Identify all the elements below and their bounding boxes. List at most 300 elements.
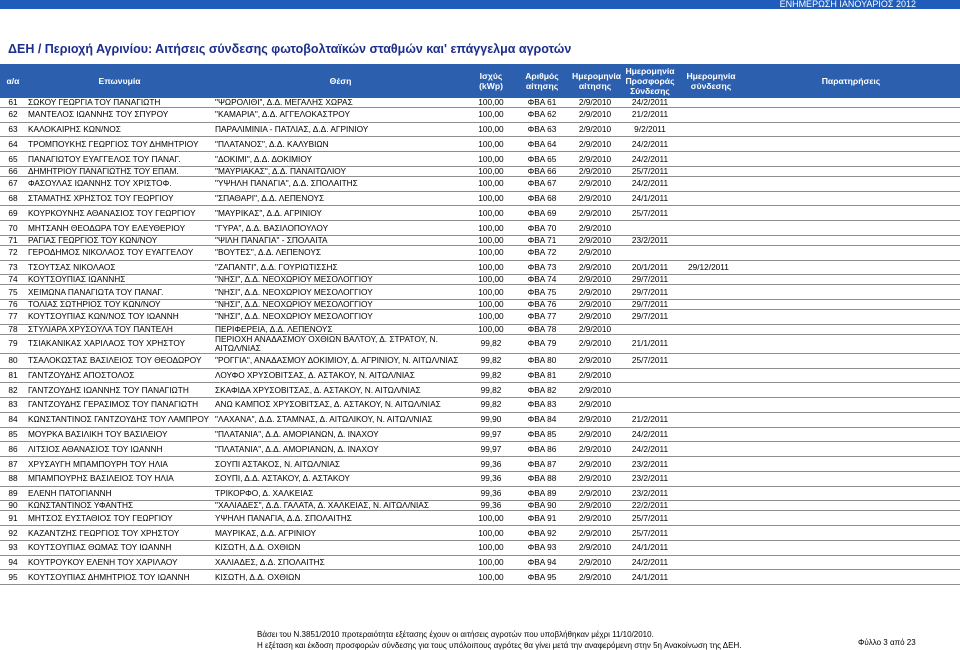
cell-offer-date: 23/2/2011 (620, 235, 680, 245)
cell-aa: 81 (0, 368, 26, 383)
cell-name: ΡΑΓΙΑΣ ΓΕΩΡΓΙΟΣ ΤΟΥ ΚΩΝ/ΝΟΥ (26, 235, 213, 245)
cell-location: "ΣΠΑΘΑΡΙ", Δ.Δ. ΛΕΠΕΝΟΥΣ (213, 191, 468, 206)
cell-offer-date (620, 324, 680, 334)
cell-power: 100,00 (468, 245, 514, 260)
col-app-date: Ημερομηνία αίτησης (570, 64, 620, 98)
cell-connection-date (680, 471, 742, 486)
cell-name: ΚΑΛΟΚΑΙΡΗΣ ΚΩΝ/ΝΟΣ (26, 122, 213, 137)
cell-connection-date (680, 324, 742, 334)
cell-connection-date (680, 176, 742, 191)
cell-app-date: 2/9/2010 (570, 300, 620, 310)
cell-power: 99,90 (468, 412, 514, 427)
cell-connection-date (680, 285, 742, 300)
cell-name: ΓΕΡΟΔΗΜΟΣ ΝΙΚΟΛΑΟΣ ΤΟΥ ΕΥΑΓΓΕΛΟΥ (26, 245, 213, 260)
table-row (0, 412, 960, 427)
cell-app-date: 2/9/2010 (570, 471, 620, 486)
cell-app-date: 2/9/2010 (570, 191, 620, 206)
cell-connection-date (680, 555, 742, 570)
cell-connection-date (680, 166, 742, 176)
cell-name: ΚΟΥΡΚΟΥΝΗΣ ΑΘΑΝΑΣΙΟΣ ΤΟΥ ΓΕΩΡΓΙΟΥ (26, 206, 213, 221)
table-row (0, 310, 960, 325)
cell-power: 100,00 (468, 152, 514, 167)
cell-offer-date: 24/2/2011 (620, 555, 680, 570)
cell-aa: 63 (0, 122, 26, 137)
page-title: ΔΕΗ / Περιοχή Αγρινίου: Αιτήσεις σύνδεσης φωτοβολταϊκών σταθμών και' επάγγελμα αγροτών (8, 42, 572, 56)
cell-remarks (742, 511, 960, 526)
footer-note-1: Βάσει του Ν.3851/2010 προτεραιότητα εξέτασης έχουν οι αιτήσεις αγροτών που υποβλήθηκαν μέχρι 11/10/2010. (257, 630, 654, 639)
cell-app-date: 2/9/2010 (570, 324, 620, 334)
cell-power: 100,00 (468, 260, 514, 275)
cell-location: "ΚΑΜΑΡΙΑ", Δ.Δ. ΑΓΓΕΛΟΚΑΣΤΡΟΥ (213, 108, 468, 123)
cell-offer-date: 21/2/2011 (620, 108, 680, 123)
cell-location: ΣΟΥΠΙ, Δ.Δ. ΑΣΤΑΚΟΥ, Δ. ΑΣΤΑΚΟΥ (213, 471, 468, 486)
cell-app-no: ΦΒΑ 70 (514, 221, 570, 236)
cell-power: 99,36 (468, 486, 514, 501)
cell-name: ΧΡΥΣΑΥΓΗ ΜΠΑΜΠΟΥΡΗ ΤΟΥ ΗΛΙΑ (26, 457, 213, 472)
cell-app-no: ΦΒΑ 63 (514, 122, 570, 137)
cell-offer-date: 23/2/2011 (620, 457, 680, 472)
cell-connection-date (680, 501, 742, 511)
cell-app-no: ΦΒΑ 93 (514, 540, 570, 555)
cell-app-no: ΦΒΑ 79 (514, 334, 570, 353)
cell-power: 100,00 (468, 122, 514, 137)
table-row (0, 245, 960, 260)
cell-location: ΛΟΥΦΟ ΧΡΥΣΟΒΙΤΣΑΣ, Δ. ΑΣΤΑΚΟΥ, Ν. ΑΙΤΩΛ/ΝΙΑΣ (213, 368, 468, 383)
applications-table (0, 64, 960, 585)
cell-remarks (742, 368, 960, 383)
cell-connection-date (680, 275, 742, 285)
cell-power: 99,36 (468, 457, 514, 472)
table-row (0, 122, 960, 137)
cell-connection-date (680, 412, 742, 427)
cell-aa: 67 (0, 176, 26, 191)
cell-app-no: ΦΒΑ 91 (514, 511, 570, 526)
cell-aa: 75 (0, 285, 26, 300)
cell-app-date: 2/9/2010 (570, 334, 620, 353)
cell-offer-date: 25/7/2011 (620, 166, 680, 176)
table-row (0, 457, 960, 472)
cell-app-no: ΦΒΑ 62 (514, 108, 570, 123)
cell-remarks (742, 501, 960, 511)
cell-aa: 71 (0, 235, 26, 245)
cell-offer-date: 24/2/2011 (620, 137, 680, 152)
cell-app-date: 2/9/2010 (570, 235, 620, 245)
cell-location: "ΨΩΡΟΛΙΘΙ", Δ.Δ. ΜΕΓΑΛΗΣ ΧΩΡΑΣ (213, 98, 468, 108)
cell-power: 100,00 (468, 166, 514, 176)
cell-app-no: ΦΒΑ 90 (514, 501, 570, 511)
cell-remarks (742, 324, 960, 334)
cell-app-date: 2/9/2010 (570, 310, 620, 325)
cell-name: ΤΣΙΑΚΑΝΙΚΑΣ ΧΑΡΙΛΑΟΣ ΤΟΥ ΧΡΗΣΤΟΥ (26, 334, 213, 353)
cell-app-no: ΦΒΑ 75 (514, 285, 570, 300)
cell-location: "ΝΗΣΙ", Δ.Δ. ΝΕΟΧΩΡΙΟΥ ΜΕΣΟΛΟΓΓΙΟΥ (213, 285, 468, 300)
cell-location: ΣΚΑΦΙΔΑ ΧΡΥΣΟΒΙΤΣΑΣ, Δ. ΑΣΤΑΚΟΥ, Ν. ΑΙΤΩΛ/ΝΙΑΣ (213, 383, 468, 398)
table-row (0, 570, 960, 585)
table-row (0, 176, 960, 191)
cell-offer-date: 24/1/2011 (620, 540, 680, 555)
cell-name: ΜΗΤΣΟΣ ΕΥΣΤΑΘΙΟΣ ΤΟΥ ΓΕΩΡΓΙΟΥ (26, 511, 213, 526)
cell-power: 100,00 (468, 540, 514, 555)
cell-name: ΚΟΥΤΣΟΥΠΙΑΣ ΔΗΜΗΤΡΙΟΣ ΤΟΥ ΙΩΑΝΝΗ (26, 570, 213, 585)
cell-connection-date (680, 570, 742, 585)
cell-offer-date: 22/2/2011 (620, 501, 680, 511)
cell-offer-date: 24/2/2011 (620, 152, 680, 167)
cell-remarks (742, 166, 960, 176)
cell-app-no: ΦΒΑ 86 (514, 442, 570, 457)
cell-connection-date (680, 98, 742, 108)
cell-name: ΜΗΤΣΑΝΗ ΘΕΟΔΩΡΑ ΤΟΥ ΕΛΕΥΘΕΡΙΟΥ (26, 221, 213, 236)
cell-connection-date (680, 235, 742, 245)
col-name: Επωνυμία (26, 64, 213, 98)
cell-remarks (742, 310, 960, 325)
cell-power: 100,00 (468, 275, 514, 285)
cell-connection-date (680, 221, 742, 236)
cell-power: 99,82 (468, 334, 514, 353)
cell-location: "ΛΑΧΑΝΑ", Δ.Δ. ΣΤΑΜΝΑΣ, Δ. ΑΙΤΩΛΙΚΟΥ, Ν. ΑΙΤΩΛ/ΝΙΑΣ (213, 412, 468, 427)
table-row (0, 98, 960, 108)
cell-remarks (742, 260, 960, 275)
cell-remarks (742, 471, 960, 486)
cell-app-date: 2/9/2010 (570, 526, 620, 541)
cell-location: ΥΨΗΛΗ ΠΑΝΑΓΙΑ, Δ.Δ. ΣΠΟΛΑΙΤΗΣ (213, 511, 468, 526)
cell-app-date: 2/9/2010 (570, 398, 620, 413)
cell-power: 100,00 (468, 310, 514, 325)
cell-offer-date: 24/2/2011 (620, 427, 680, 442)
cell-name: ΚΟΥΤΣΟΥΠΙΑΣ ΙΩΑΝΝΗΣ (26, 275, 213, 285)
cell-offer-date: 25/7/2011 (620, 206, 680, 221)
table-row (0, 471, 960, 486)
cell-aa: 66 (0, 166, 26, 176)
cell-remarks (742, 235, 960, 245)
table-row (0, 501, 960, 511)
cell-app-date: 2/9/2010 (570, 383, 620, 398)
cell-remarks (742, 221, 960, 236)
cell-remarks (742, 412, 960, 427)
cell-power: 100,00 (468, 98, 514, 108)
cell-app-date: 2/9/2010 (570, 137, 620, 152)
cell-power: 100,00 (468, 221, 514, 236)
cell-remarks (742, 457, 960, 472)
cell-name: ΣΩΚΟΥ ΓΕΩΡΓΙΑ ΤΟΥ ΠΑΝΑΓΙΩΤΗ (26, 98, 213, 108)
cell-location: ΚΙΣΩΤΗ, Δ.Δ. ΟΧΘΙΩΝ (213, 540, 468, 555)
cell-offer-date: 29/7/2011 (620, 285, 680, 300)
table-row (0, 235, 960, 245)
cell-app-no: ΦΒΑ 74 (514, 275, 570, 285)
cell-aa: 82 (0, 383, 26, 398)
cell-app-date: 2/9/2010 (570, 176, 620, 191)
table-row (0, 221, 960, 236)
cell-name: ΤΣΑΛΟΚΩΣΤΑΣ ΒΑΣΙΛΕΙΟΣ ΤΟΥ ΘΕΟΔΩΡΟΥ (26, 353, 213, 368)
cell-name: ΜΑΝΤΕΛΟΣ ΙΩΑΝΝΗΣ ΤΟΥ ΣΠΥΡΟΥ (26, 108, 213, 123)
cell-connection-date (680, 368, 742, 383)
cell-app-date: 2/9/2010 (570, 486, 620, 501)
cell-name: ΦΑΣΟΥΛΑΣ ΙΩΑΝΝΗΣ ΤΟΥ ΧΡΙΣΤΟΦ. (26, 176, 213, 191)
cell-power: 100,00 (468, 324, 514, 334)
cell-offer-date (620, 383, 680, 398)
cell-aa: 72 (0, 245, 26, 260)
cell-name: ΚΟΥΤΣΟΥΠΙΑΣ ΘΩΜΑΣ ΤΟΥ ΙΩΑΝΝΗ (26, 540, 213, 555)
col-aa: α/α (0, 64, 26, 98)
cell-offer-date: 29/7/2011 (620, 275, 680, 285)
cell-name: ΜΟΥΡΚΑ ΒΑΣΙΛΙΚΗ ΤΟΥ ΒΑΣΙΛΕΙΟΥ (26, 427, 213, 442)
table-row (0, 300, 960, 310)
cell-app-date: 2/9/2010 (570, 221, 620, 236)
cell-app-date: 2/9/2010 (570, 427, 620, 442)
cell-connection-date (680, 334, 742, 353)
cell-location: ΤΡΙΚΟΡΦΟ, Δ. ΧΑΛΚΕΙΑΣ (213, 486, 468, 501)
cell-location: ΧΑΛΙΑΔΕΣ, Δ.Δ. ΣΠΟΛΑΙΤΗΣ (213, 555, 468, 570)
cell-app-date: 2/9/2010 (570, 540, 620, 555)
cell-app-date: 2/9/2010 (570, 511, 620, 526)
cell-app-no: ΦΒΑ 76 (514, 300, 570, 310)
cell-power: 99,82 (468, 383, 514, 398)
cell-location: "ΥΨΗΛΗ ΠΑΝΑΓΙΑ", Δ.Δ. ΣΠΟΛΑΙΤΗΣ (213, 176, 468, 191)
cell-aa: 85 (0, 427, 26, 442)
cell-aa: 61 (0, 98, 26, 108)
cell-location: "ΠΛΑΤΑΝΙΑ", Δ.Δ. ΑΜΟΡΙΑΝΩΝ, Δ. ΙΝΑΧΟΥ (213, 427, 468, 442)
col-connection-date: Ημερομηνία σύνδεσης (680, 64, 742, 98)
cell-offer-date: 29/7/2011 (620, 300, 680, 310)
cell-aa: 64 (0, 137, 26, 152)
cell-app-no: ΦΒΑ 73 (514, 260, 570, 275)
cell-remarks (742, 540, 960, 555)
cell-offer-date: 21/1/2011 (620, 334, 680, 353)
cell-offer-date: 25/7/2011 (620, 353, 680, 368)
table-row (0, 368, 960, 383)
cell-app-no: ΦΒΑ 84 (514, 412, 570, 427)
cell-location: "ΨΙΛΗ ΠΑΝΑΓΙΑ" - ΣΠΟΛΑΙΤΑ (213, 235, 468, 245)
col-offer-date: Ημερομηνία Προσφοράς Σύνδεσης (620, 64, 680, 98)
cell-location: ΚΙΣΩΤΗ, Δ.Δ. ΟΧΘΙΩΝ (213, 570, 468, 585)
cell-app-date: 2/9/2010 (570, 285, 620, 300)
col-app-no: Αριθμός αίτησης (514, 64, 570, 98)
cell-location: ΜΑΥΡΙΚΑΣ, Δ.Δ. ΑΓΡΙΝΙΟΥ (213, 526, 468, 541)
cell-app-date: 2/9/2010 (570, 275, 620, 285)
cell-connection-date (680, 137, 742, 152)
table-row (0, 398, 960, 413)
cell-aa: 79 (0, 334, 26, 353)
cell-remarks (742, 555, 960, 570)
cell-remarks (742, 442, 960, 457)
cell-power: 100,00 (468, 285, 514, 300)
cell-app-date: 2/9/2010 (570, 412, 620, 427)
cell-aa: 69 (0, 206, 26, 221)
cell-offer-date (620, 221, 680, 236)
cell-location: "ΒΟΥΤΕΣ", Δ.Δ. ΛΕΠΕΝΟΥΣ (213, 245, 468, 260)
table-row (0, 152, 960, 167)
cell-app-no: ΦΒΑ 71 (514, 235, 570, 245)
cell-location: "ΜΑΥΡΙΑΚΑΣ", Δ.Δ. ΠΑΝΑΙΤΩΛΙΟΥ (213, 166, 468, 176)
cell-power: 99,82 (468, 368, 514, 383)
cell-name: ΚΟΥΤΡΟΥΚΟΥ ΕΛΕΝΗ ΤΟΥ ΧΑΡΙΛΑΟΥ (26, 555, 213, 570)
cell-power: 100,00 (468, 108, 514, 123)
cell-app-no: ΦΒΑ 66 (514, 166, 570, 176)
cell-location: "ΔΟΚΙΜΙ", Δ.Δ. ΔΟΚΙΜΙΟΥ (213, 152, 468, 167)
cell-power: 100,00 (468, 176, 514, 191)
table-row (0, 285, 960, 300)
cell-aa: 91 (0, 511, 26, 526)
cell-name: ΣΤΑΜΑΤΗΣ ΧΡΗΣΤΟΣ ΤΟΥ ΓΕΩΡΓΙΟΥ (26, 191, 213, 206)
col-remarks: Παρατηρήσεις (742, 64, 960, 98)
cell-app-no: ΦΒΑ 89 (514, 486, 570, 501)
cell-aa: 73 (0, 260, 26, 275)
table-row (0, 555, 960, 570)
cell-connection-date (680, 122, 742, 137)
cell-location: "ΖΑΠΑΝΤΙ", Δ.Δ. ΓΟΥΡΙΩΤΙΣΣΗΣ (213, 260, 468, 275)
cell-app-date: 2/9/2010 (570, 260, 620, 275)
cell-offer-date: 23/2/2011 (620, 471, 680, 486)
cell-name: ΚΩΝΣΤΑΝΤΙΝΟΣ ΓΑΝΤΖΟΥΔΗΣ ΤΟΥ ΛΑΜΠΡΟΥ (26, 412, 213, 427)
cell-app-no: ΦΒΑ 69 (514, 206, 570, 221)
cell-offer-date: 23/2/2011 (620, 486, 680, 501)
cell-app-date: 2/9/2010 (570, 555, 620, 570)
cell-remarks (742, 98, 960, 108)
cell-aa: 78 (0, 324, 26, 334)
cell-remarks (742, 275, 960, 285)
cell-name: ΧΕΙΜΩΝΑ ΠΑΝΑΓΙΩΤΑ ΤΟΥ ΠΑΝΑΓ. (26, 285, 213, 300)
cell-offer-date: 29/7/2011 (620, 310, 680, 325)
cell-location: ΠΕΡΙΟΧΗ ΑΝΑΔΑΣΜΟΥ ΟΧΘΙΩΝ ΒΑΛΤΟΥ, Δ. ΣΤΡΑΤΟΥ, Ν. ΑΙΤΩΛ/ΝΙΑΣ (213, 334, 468, 353)
table-header-row (0, 64, 960, 98)
cell-location: "ΡΟΓΓΙΑ", ΑΝΑΔΑΣΜΟΥ ΔΟΚΙΜΙΟΥ, Δ. ΑΓΡΙΝΙΟΥ, Ν. ΑΙΤΩΛ/ΝΙΑΣ (213, 353, 468, 368)
cell-connection-date (680, 511, 742, 526)
cell-remarks (742, 108, 960, 123)
cell-app-date: 2/9/2010 (570, 570, 620, 585)
cell-remarks (742, 122, 960, 137)
cell-remarks (742, 245, 960, 260)
cell-app-no: ΦΒΑ 88 (514, 471, 570, 486)
cell-app-no: ΦΒΑ 72 (514, 245, 570, 260)
cell-remarks (742, 427, 960, 442)
cell-offer-date (620, 398, 680, 413)
cell-power: 100,00 (468, 191, 514, 206)
cell-app-no: ΦΒΑ 80 (514, 353, 570, 368)
cell-aa: 65 (0, 152, 26, 167)
cell-aa: 70 (0, 221, 26, 236)
cell-offer-date: 24/2/2011 (620, 176, 680, 191)
cell-remarks (742, 486, 960, 501)
cell-power: 99,97 (468, 427, 514, 442)
cell-aa: 84 (0, 412, 26, 427)
cell-connection-date (680, 353, 742, 368)
cell-app-date: 2/9/2010 (570, 353, 620, 368)
cell-location: "ΝΗΣΙ", Δ.Δ. ΝΕΟΧΩΡΙΟΥ ΜΕΣΟΛΟΓΓΙΟΥ (213, 310, 468, 325)
cell-connection-date (680, 442, 742, 457)
cell-aa: 86 (0, 442, 26, 457)
cell-remarks (742, 206, 960, 221)
cell-aa: 87 (0, 457, 26, 472)
table-row (0, 108, 960, 123)
cell-name: ΠΑΝΑΓΙΩΤΟΥ ΕΥΑΓΓΕΛΟΣ ΤΟΥ ΠΑΝΑΓ. (26, 152, 213, 167)
table-row (0, 260, 960, 275)
cell-name: ΓΑΝΤΖΟΥΔΗΣ ΑΠΟΣΤΟΛΟΣ (26, 368, 213, 383)
cell-connection-date: 29/12/2011 (680, 260, 742, 275)
table-row (0, 334, 960, 353)
cell-location: "ΠΛΑΤΑΝΙΑ", Δ.Δ. ΑΜΟΡΙΑΝΩΝ, Δ. ΙΝΑΧΟΥ (213, 442, 468, 457)
cell-app-no: ΦΒΑ 95 (514, 570, 570, 585)
cell-app-date: 2/9/2010 (570, 442, 620, 457)
cell-power: 100,00 (468, 137, 514, 152)
table-row (0, 383, 960, 398)
cell-offer-date: 21/2/2011 (620, 412, 680, 427)
cell-app-no: ΦΒΑ 77 (514, 310, 570, 325)
cell-name: ΕΛΕΝΗ ΠΑΤΟΓΙΑΝΝΗ (26, 486, 213, 501)
cell-aa: 76 (0, 300, 26, 310)
cell-app-date: 2/9/2010 (570, 206, 620, 221)
cell-app-no: ΦΒΑ 83 (514, 398, 570, 413)
cell-power: 100,00 (468, 300, 514, 310)
cell-connection-date (680, 486, 742, 501)
cell-name: ΤΡΟΜΠΟΥΚΗΣ ΓΕΩΡΓΙΟΣ ΤΟΥ ΔΗΜΗΤΡΙΟΥ (26, 137, 213, 152)
cell-app-no: ΦΒΑ 81 (514, 368, 570, 383)
cell-app-no: ΦΒΑ 94 (514, 555, 570, 570)
cell-remarks (742, 526, 960, 541)
cell-offer-date: 25/7/2011 (620, 526, 680, 541)
cell-app-date: 2/9/2010 (570, 108, 620, 123)
cell-location: ΠΑΡΑΛΙΜΙΝΙΑ - ΠΑΤΛΙΑΣ, Δ.Δ. ΑΓΡΙΝΙΟΥ (213, 122, 468, 137)
cell-aa: 88 (0, 471, 26, 486)
cell-location: "ΜΑΥΡΙΚΑΣ", Δ.Δ. ΑΓΡΙΝΙΟΥ (213, 206, 468, 221)
cell-name: ΤΣΟΥΤΣΑΣ ΝΙΚΟΛΑΟΣ (26, 260, 213, 275)
table-row (0, 442, 960, 457)
cell-location: "ΝΗΣΙ", Δ.Δ. ΝΕΟΧΩΡΙΟΥ ΜΕΣΟΛΟΓΓΙΟΥ (213, 300, 468, 310)
cell-app-date: 2/9/2010 (570, 98, 620, 108)
cell-name: ΚΟΥΤΣΟΥΠΙΑΣ ΚΩΝ/ΝΟΣ ΤΟΥ ΙΩΑΝΝΗ (26, 310, 213, 325)
table-row (0, 191, 960, 206)
cell-location: ΑΝΩ ΚΑΜΠΟΣ ΧΡΥΣΟΒΙΤΣΑΣ, Δ. ΑΣΤΑΚΟΥ, Ν. ΑΙΤΩΛ/ΝΙΑΣ (213, 398, 468, 413)
cell-name: ΣΤΥΛΙΑΡΑ ΧΡΥΣΟΥΛΑ ΤΟΥ ΠΑΝΤΕΛΗ (26, 324, 213, 334)
cell-app-no: ΦΒΑ 85 (514, 427, 570, 442)
cell-remarks (742, 191, 960, 206)
cell-app-no: ΦΒΑ 87 (514, 457, 570, 472)
cell-power: 100,00 (468, 511, 514, 526)
cell-aa: 77 (0, 310, 26, 325)
cell-aa: 83 (0, 398, 26, 413)
cell-power: 99,82 (468, 398, 514, 413)
cell-power: 100,00 (468, 206, 514, 221)
cell-aa: 95 (0, 570, 26, 585)
cell-power: 99,36 (468, 471, 514, 486)
cell-aa: 94 (0, 555, 26, 570)
cell-name: ΔΗΜΗΤΡΙΟΥ ΠΑΝΑΓΙΩΤΗΣ ΤΟΥ ΕΠΑΜ. (26, 166, 213, 176)
cell-name: ΚΩΝΣΤΑΝΤΙΝΟΣ ΥΦΑΝΤΗΣ (26, 501, 213, 511)
cell-location: "ΝΗΣΙ", Δ.Δ. ΝΕΟΧΩΡΙΟΥ ΜΕΣΟΛΟΓΓΙΟΥ (213, 275, 468, 285)
table-row (0, 540, 960, 555)
cell-offer-date: 24/2/2011 (620, 442, 680, 457)
cell-app-date: 2/9/2010 (570, 368, 620, 383)
cell-aa: 68 (0, 191, 26, 206)
cell-connection-date (680, 398, 742, 413)
cell-app-no: ΦΒΑ 68 (514, 191, 570, 206)
cell-name: ΜΠΑΜΠΟΥΡΗΣ ΒΑΣΙΛΕΙΟΣ ΤΟΥ ΗΛΙΑ (26, 471, 213, 486)
table-row (0, 206, 960, 221)
cell-app-date: 2/9/2010 (570, 245, 620, 260)
cell-app-no: ΦΒΑ 61 (514, 98, 570, 108)
cell-name: ΛΙΤΣΙΟΣ ΑΘΑΝΑΣΙΟΣ ΤΟΥ ΙΩΑΝΝΗ (26, 442, 213, 457)
cell-remarks (742, 398, 960, 413)
cell-connection-date (680, 526, 742, 541)
cell-remarks (742, 300, 960, 310)
cell-power: 100,00 (468, 526, 514, 541)
cell-power: 99,82 (468, 353, 514, 368)
cell-connection-date (680, 245, 742, 260)
cell-app-date: 2/9/2010 (570, 122, 620, 137)
cell-offer-date: 25/7/2011 (620, 511, 680, 526)
table-row (0, 353, 960, 368)
top-banner (0, 0, 960, 9)
cell-power: 100,00 (468, 235, 514, 245)
cell-app-no: ΦΒΑ 65 (514, 152, 570, 167)
